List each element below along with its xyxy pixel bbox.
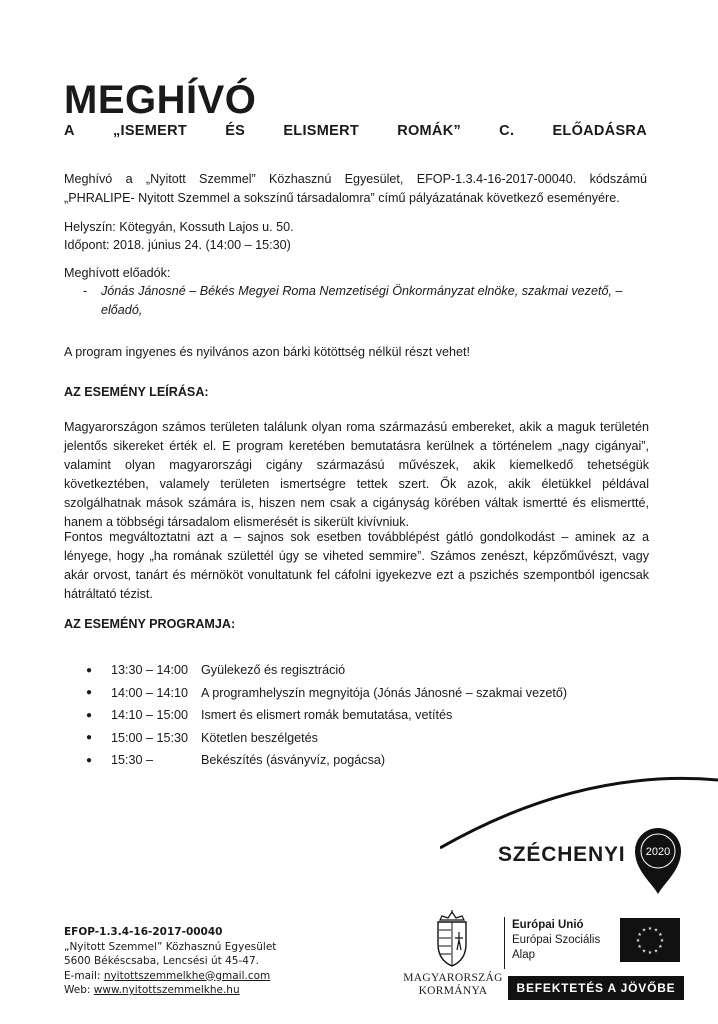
event-place: Helyszín: Kötegyán, Kossuth Lajos u. 50.: [64, 220, 294, 234]
bullet-icon: ●: [86, 687, 93, 699]
svg-text:★: ★: [637, 944, 642, 950]
description-paragraph-1: Magyarországon számos területen találunk olyan roma származású embereket, akik a maguk területén jelentős sikereket érték el. E program keretében bemutatásra kerülnek a történelem „nagy cigányai”, valamint olyan magyarországi cigány származású művészek, akik kiemelkedő tehetségük következtében, valamely területen ismertségre tettek szert. Ők azok, akik életükkel példával szolgálhatnak mások számára is, hiszen nem csak a cigányság körében váltak ismertté és elismertté, hanem a többségi társadalom elismerését is sikerült kivívniuk.: [64, 420, 649, 529]
web-label: Web:: [64, 984, 91, 996]
eu-stars-icon: [620, 918, 680, 962]
program-time: 13:30 – 14:00: [111, 663, 189, 678]
svg-text:★: ★: [641, 927, 647, 934]
org-name: „Nyitott Szemmel” Közhasznú Egyesület: [64, 940, 277, 953]
program-item: [86, 704, 646, 727]
invest-banner: BEFEKTETÉS A JÖVŐBE: [508, 976, 684, 1000]
event-time: Időpont: 2018. június 24. (14:00 – 15:30): [64, 238, 291, 252]
coat-of-arms-icon: [430, 910, 474, 968]
svg-text:★: ★: [653, 948, 659, 955]
subtitle-word: A: [64, 123, 75, 139]
subtitle-word: C.: [499, 123, 515, 139]
page-title: MEGHÍVÓ: [64, 78, 257, 122]
eu-line-2: Európai Szociális: [512, 934, 601, 946]
svg-text:★: ★: [641, 948, 647, 955]
email-label: E-mail:: [64, 969, 101, 982]
description-paragraph-2: Fontos megváltoztatni azt a – sajnos sok esetben továbblépést gátló gondolkodást – aminek az a lényege, hogy „ha romának születtél úgy se viheted semmire”. Számos zenészt, képzőművészt, vagy akár orvost, tanárt és mérnököt vonultatunk fel cáfolni igyekezve ezt a pszichés szempontból igencsak hátráltató tézist.: [64, 530, 649, 601]
email-link[interactable]: nyitottszemmelkhe@gmail.com: [103, 969, 271, 982]
program-list: [86, 659, 646, 772]
bullet-icon: ●: [86, 732, 93, 744]
subtitle-word: „ISEMERT: [112, 123, 188, 139]
szechenyi-pin-icon: [633, 826, 683, 896]
svg-text:★: ★: [647, 926, 653, 932]
program-label: Ismert és elismert romák bemutatása, vetítés: [201, 708, 453, 723]
org-address: 5600 Békéscsaba, Lencsési út 45-47.: [64, 955, 259, 967]
subtitle-word: ÉS: [225, 123, 246, 139]
svg-text:★: ★: [658, 944, 663, 950]
speaker-dash: -: [83, 284, 88, 298]
eu-flag-icon: [620, 918, 680, 962]
eu-fund-text: [512, 918, 600, 963]
program-time: 15:30 –: [111, 753, 154, 768]
bullet-icon: ●: [86, 664, 93, 676]
bullet-icon: ●: [86, 754, 93, 766]
program-time: 15:00 – 15:30: [111, 730, 189, 745]
eu-line-3: Alap: [512, 949, 536, 961]
gov-line-1: MAGYARORSZÁG: [403, 972, 503, 984]
program-time: 14:10 – 15:00: [111, 708, 189, 723]
intro-paragraph: Meghívó a „Nyitott Szemmel” Közhasznú Egyesület, EFOP-1.3.4-16-2017-00040. kódszámú „PHRALIPE- Nyitott Szemmel a sokszínű társadalomra” című pályázatának következő eseményére.: [64, 172, 647, 205]
subtitle-word: ROMÁK”: [397, 123, 462, 139]
free-note: A program ingyenes és nyilvános azon bárki kötöttség nélkül részt vehet!: [64, 345, 471, 359]
svg-text:★: ★: [659, 938, 665, 944]
description-heading: AZ ESEMÉNY LEÍRÁSA:: [64, 385, 209, 399]
government-label: [400, 972, 506, 998]
svg-text:★: ★: [658, 932, 663, 938]
contact-block: [64, 925, 276, 998]
szechenyi-year: 2020: [645, 846, 671, 858]
speaker-item: [83, 282, 647, 320]
program-label: Kötetlen beszélgetés: [201, 730, 318, 745]
program-label: Bekészítés (ásványvíz, pogácsa): [201, 753, 386, 768]
svg-text:★: ★: [635, 938, 641, 944]
program-label: Gyülekező és regisztráció: [201, 663, 346, 678]
speakers-heading: Meghívott előadók:: [64, 266, 171, 280]
program-item: [86, 682, 646, 705]
subtitle-word: ELISMERT: [283, 123, 360, 139]
eu-divider: [504, 917, 505, 969]
gov-line-2: KORMÁNYA: [418, 985, 488, 997]
bullet-icon: ●: [86, 709, 93, 721]
event-subtitle: [64, 123, 647, 139]
program-label: A programhelyszín megnyitója (Jónás Jánosné – szakmai vezető): [201, 685, 568, 700]
program-item: [86, 727, 646, 750]
project-code: EFOP-1.3.4-16-2017-00040: [64, 926, 223, 938]
svg-text:★: ★: [647, 950, 653, 956]
program-item: [86, 659, 646, 682]
eu-line-1: Európai Unió: [512, 919, 584, 931]
svg-text:★: ★: [653, 927, 659, 934]
subtitle-word: ELŐADÁSRA: [552, 123, 647, 139]
web-link[interactable]: www.nyitottszemmelkhe.hu: [93, 984, 240, 996]
szechenyi-logo-text: SZÉCHENYI: [498, 843, 626, 866]
email-row: [64, 969, 276, 984]
speaker-text: Jónás Jánosné – Békés Megyei Roma Nemzetiségi Önkormányzat elnöke, szakmai vezető, – előadó,: [101, 284, 623, 317]
web-row: [64, 983, 276, 998]
svg-text:★: ★: [637, 932, 642, 938]
program-heading: AZ ESEMÉNY PROGRAMJA:: [64, 617, 236, 631]
program-time: 14:00 – 14:10: [111, 685, 189, 700]
